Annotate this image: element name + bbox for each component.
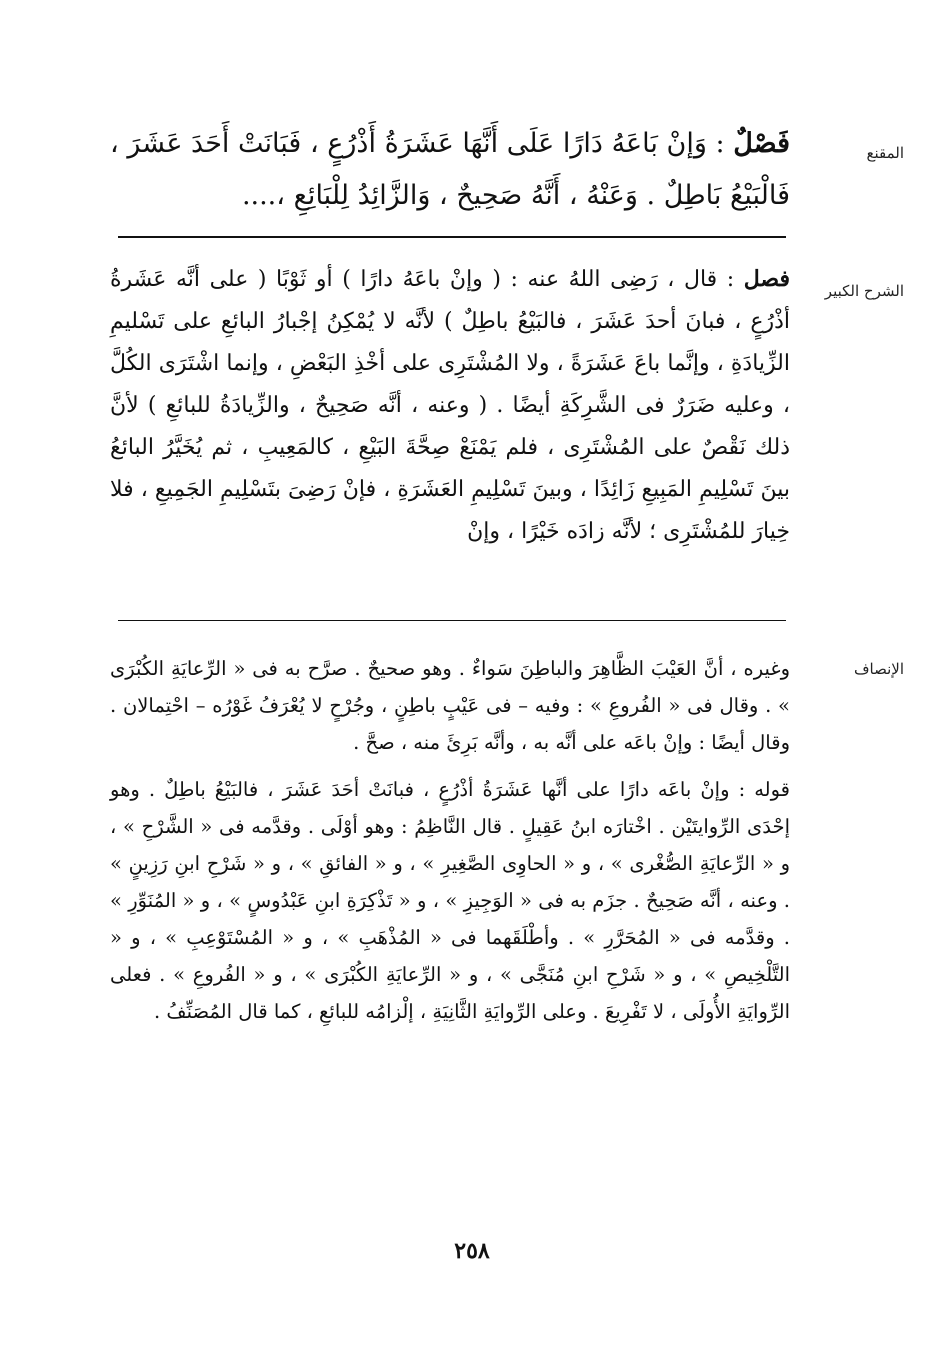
muqni-section xyxy=(110,118,790,222)
sharh-text: : قال ، رَضِى اللهُ عنه : ( وإنْ باعَهُ دارًا ) أو ثَوْبًا ( على أنَّه عَشَرةُ أذْرُعٍ ، فبانَ أحدَ عَشَرَ ، فالبَيْعُ باطِلٌ ) لأنَّه لا يُمْكِنُ إجْبارُ البائعِ على تَسْليمِ الزِّيادَةِ ، وإنَّما باعَ عَشَرَةً ، ولا المُشْتَرِى على أخْذِ البَعْضِ ، وإنما اشْتَرَى الكُلَّ ، وعليه ضَرَرٌ فى الشَّرِكَةِ أيضًا . ( وعنه ، أنَّه صَحِيحٌ ، والزِّيادَةُ للبائعِ ) لأنَّ ذلك نَقْصٌ على المُشْتَرِى ، فلم يَمْنَعْ صِحَّةَ البَيْعِ ، كالمَعِيبِ ، ثم يُخَيَّرُ البائعُ بينَ تَسْلِيمِ المَبِيعِ زَائِدًا ، وبينَ تَسْلِيمِ العَشَرَةِ ، فإنْ رَضِىَ بتَسْلِيمِ الجَمِيعِ ، فلا خِيارَ للمُشْتَرِى ؛ لأنَّه زادَه خَيْرًا ، وإنْ xyxy=(110,267,790,544)
section-divider xyxy=(118,620,786,621)
insaf-section xyxy=(110,650,790,1030)
insaf-paragraph-1: وغيره ، أنَّ العَيْبَ الظَّاهِرَ والباطِنَ سَواءٌ . وهو صحيحٌ . صرَّح به فى « الرِّعايَةِ الكُبْرَى » . وقال فى « الفُروعِ » : وفيه – فى عَيْبٍ باطِنٍ ، وجُرْحٍ لا يُعْرَفُ غَوْرُه – احْتِمالان . وقال أيضًا : وإنْ باعَه على أنَّه به ، وأنَّه بَرِئَ منه ، صحَّ . xyxy=(110,657,790,754)
page-number: ٢٥٨ xyxy=(454,1238,490,1264)
sharh-paragraph xyxy=(110,258,790,553)
section-divider xyxy=(118,236,786,238)
sharh-section xyxy=(110,258,790,553)
margin-label-sharh: الشرح الكبير xyxy=(824,282,904,300)
margin-label-insaf: الإنصاف xyxy=(853,660,904,678)
muqni-heading: فَصْلٌ xyxy=(733,128,790,159)
insaf-paragraph-2: قوله : وإنْ باعَه دارًا على أنَّها عَشَرَةُ أذْرُعٍ ، فبانَتْ أحَدَ عَشَرَ ، فالبَيْعُ باطِلٌ . وهو إحْدَى الرِّوايتَيْن . اخْتارَه ابنُ عَقِيلٍ . قال النَّاظِمُ : وهو أوْلَى . وقدَّمه فى « الشَّرْحِ » ، و « الرِّعايَةِ الصُّغْرى » ، و « الحاوِى الصَّغِيرِ » ، و « الفائقِ » ، و « شَرْحِ ابنِ رَزِينٍ » . وعنه ، أنَّه صَحِيحٌ . جزَم به فى « الوَجِيزِ » ، و « تَذْكِرَةِ ابنِ عَبْدُوسٍ » ، و « المُنَوِّرِ » . وقدَّمه فى « المُحَرَّرِ » . وأطْلَقَهما فى « المُذْهَبِ » ، و « المُسْتَوْعِبِ » ، و « التَّلْخِيصِ » ، و « شَرْحِ ابنِ مُنَجَّى » ، و « الرِّعايَةِ الكُبْرَى » ، و « الفُروعِ » . فعلى الرِّوايَةِ الأُولَى ، لا تَفْرِيعَ . وعلى الرِّوايَةِ الثَّانِيَةِ ، إلْزامُه للبائعِ ، كما قال المُصَنِّفُ . xyxy=(110,778,790,1023)
muqni-paragraph xyxy=(110,118,790,222)
margin-label-muqni: المقنع xyxy=(866,144,904,162)
sharh-heading: فصل xyxy=(743,266,790,292)
muqni-text: : وَإنْ بَاعَهُ دَارًا عَلَى أَنَّهَا عَشَرَةُ أَذْرُعٍ ، فَبَانَتْ أَحَدَ عَشَرَ ، فَالْبَيْعُ بَاطِلٌ . وَعَنْهُ ، أَنَّهُ صَحِيحٌ ، وَالزَّائِدُ لِلْبَائِعِ ،.... xyxy=(110,128,790,211)
